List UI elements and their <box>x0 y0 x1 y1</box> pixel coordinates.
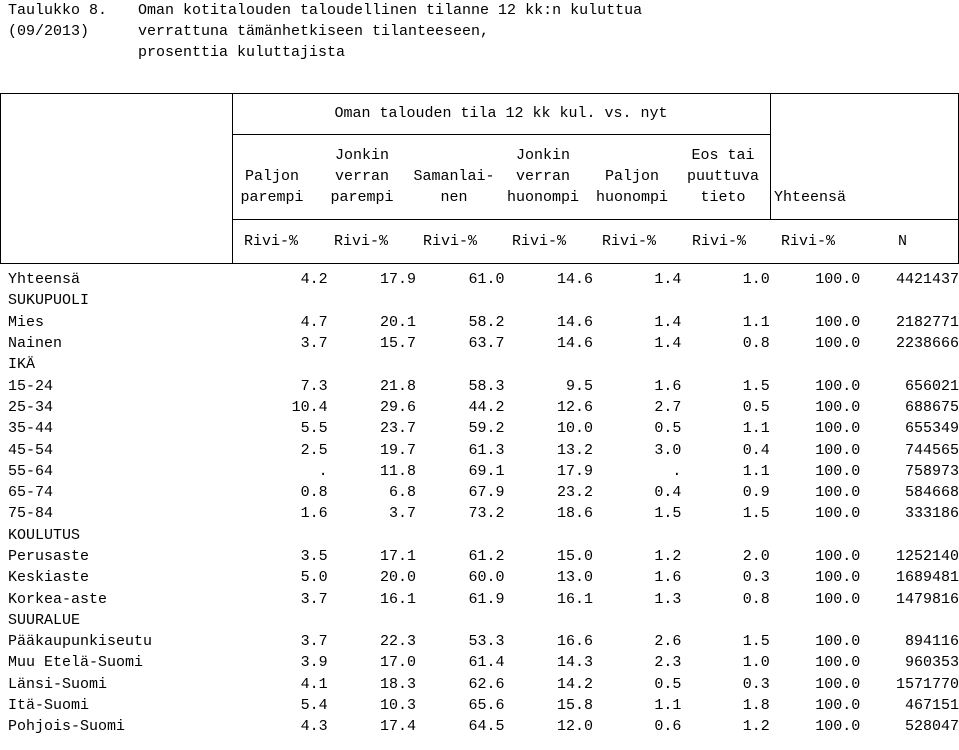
cell-value <box>239 525 327 546</box>
cell-value: 1.5 <box>742 633 770 651</box>
cell-n: 1689481 <box>895 569 959 587</box>
cell-value <box>770 290 861 311</box>
cell-value <box>681 290 769 311</box>
cell-value: 20.0 <box>380 569 417 587</box>
cell-value: 14.3 <box>556 654 593 672</box>
col6-line2: puuttuva <box>686 168 759 185</box>
cell-value: 9.5 <box>565 377 593 395</box>
row-label: Pääkaupunkiseutu <box>8 633 153 651</box>
cell-n <box>860 290 959 311</box>
cell-value: 1.3 <box>654 590 682 608</box>
cell-value: 0.5 <box>654 675 682 693</box>
cell-value: 100.0 <box>815 313 861 331</box>
table-row <box>8 375 959 396</box>
cell-value <box>770 525 861 546</box>
cell-value: 12.0 <box>556 718 593 736</box>
cell-value: 3.7 <box>300 590 328 608</box>
row-label: 65-74 <box>8 484 54 502</box>
cell-value: 100.0 <box>815 420 861 438</box>
col5-line3: huonompi <box>595 189 668 206</box>
unit-label: Rivi-% <box>334 233 389 250</box>
cell-value: 0.5 <box>742 398 770 416</box>
table-row <box>8 695 959 716</box>
cell-value: 1.5 <box>742 377 770 395</box>
cell-value <box>239 290 327 311</box>
table-row <box>8 290 959 311</box>
cell-value: 1.4 <box>654 271 682 289</box>
row-label: 45-54 <box>8 441 54 459</box>
col4-line2: verran <box>515 168 570 185</box>
cell-value <box>416 525 504 546</box>
cell-n: 1571770 <box>895 675 959 693</box>
cell-value: 15.7 <box>380 335 417 353</box>
data-table <box>8 269 959 738</box>
unit-label: Rivi-% <box>423 233 478 250</box>
table-row <box>8 610 959 631</box>
cell-value: 2.5 <box>300 441 328 459</box>
row-label: Perusaste <box>8 548 90 565</box>
cell-value: 3.7 <box>300 335 328 353</box>
cell-n: 333186 <box>904 505 959 523</box>
table-row <box>8 269 959 290</box>
cell-n: 655349 <box>904 420 959 438</box>
table-row <box>8 525 959 546</box>
row-label: Yhteensä <box>8 271 81 289</box>
col4-line1: Jonkin <box>515 147 570 164</box>
table-row <box>8 439 959 460</box>
cell-value: 23.7 <box>380 420 417 438</box>
cell-value: 14.2 <box>556 675 593 693</box>
cell-value: 44.2 <box>468 398 505 416</box>
cell-n <box>860 610 959 631</box>
cell-value: 3.5 <box>300 548 328 565</box>
row-label: Länsi-Suomi <box>8 675 108 693</box>
col7-line3: Yhteensä <box>773 189 846 206</box>
cell-value <box>770 354 861 375</box>
row-label: 35-44 <box>8 420 54 438</box>
group-header: Oman talouden tila 12 kk kul. vs. nyt <box>334 105 668 122</box>
cell-value: 2.6 <box>654 633 682 651</box>
cell-value <box>681 354 769 375</box>
cell-value: 0.9 <box>742 484 770 502</box>
cell-value: 29.6 <box>380 398 417 416</box>
cell-value: 4.3 <box>300 718 328 736</box>
cell-value: 18.6 <box>556 505 593 523</box>
cell-value: 4.2 <box>300 271 328 289</box>
cell-value: 0.3 <box>742 569 770 587</box>
col5-line2: Paljon <box>604 168 659 185</box>
table-row <box>8 312 959 333</box>
cell-value: 2.3 <box>654 654 682 672</box>
cell-value: 4.7 <box>300 313 328 331</box>
cell-value: 17.0 <box>380 654 417 672</box>
cell-value: 67.9 <box>468 484 505 502</box>
row-label: Pohjois-Suomi <box>8 718 126 736</box>
cell-value: 21.8 <box>380 377 417 395</box>
cell-value: 1.5 <box>742 505 770 523</box>
cell-value: 100.0 <box>815 377 861 395</box>
cell-value <box>328 354 416 375</box>
col3-line2: Samanlai- <box>413 168 495 185</box>
cell-n: 4421437 <box>895 271 959 289</box>
cell-value: 5.0 <box>300 569 328 587</box>
cell-value: 0.3 <box>742 675 770 693</box>
cell-value: 1.1 <box>742 462 770 480</box>
cell-value <box>681 525 769 546</box>
cell-value: 0.8 <box>742 590 770 608</box>
cell-value: 53.3 <box>468 633 505 651</box>
cell-value: 1.4 <box>654 313 682 331</box>
cell-value: 60.0 <box>468 569 505 587</box>
cell-value: 3.9 <box>300 654 328 672</box>
cell-value: 100.0 <box>815 569 861 587</box>
cell-value: 100.0 <box>815 548 861 565</box>
cell-value: 0.8 <box>300 484 328 502</box>
cell-n: 1479816 <box>895 590 959 608</box>
row-label: SUURALUE <box>8 611 81 629</box>
row-label: 75-84 <box>8 505 54 523</box>
cell-n: 467151 <box>904 697 959 715</box>
cell-value: 100.0 <box>815 335 861 353</box>
unit-label: Rivi-% <box>512 233 567 250</box>
cell-value: 1.2 <box>742 718 770 736</box>
cell-value: 0.4 <box>742 441 770 459</box>
cell-value: 5.4 <box>300 697 328 715</box>
cell-value: 3.0 <box>654 441 682 459</box>
cell-value <box>328 610 416 631</box>
table-row <box>8 461 959 482</box>
table-row <box>8 674 959 695</box>
cell-value: 1.2 <box>654 548 682 565</box>
cell-value: 100.0 <box>815 590 861 608</box>
cell-n: 744565 <box>904 441 959 459</box>
cell-value <box>416 610 504 631</box>
cell-value <box>593 610 681 631</box>
cell-value: 100.0 <box>815 505 861 523</box>
col6-line1: Eos tai <box>691 147 755 164</box>
cell-value: . <box>672 462 682 480</box>
cell-value: 1.4 <box>654 335 682 353</box>
table-date: (09/2013) <box>8 23 90 40</box>
cell-value: 65.6 <box>468 697 505 715</box>
cell-value: 0.4 <box>654 484 682 502</box>
cell-n: 584668 <box>904 484 959 502</box>
row-label: 25-34 <box>8 398 54 416</box>
cell-value: 17.1 <box>380 548 417 565</box>
cell-n: 1252140 <box>895 548 959 565</box>
table-row <box>8 354 959 375</box>
row-label: Keskiaste <box>8 569 90 587</box>
cell-n <box>860 525 959 546</box>
cell-value: 17.9 <box>380 271 417 289</box>
cell-value: 100.0 <box>815 462 861 480</box>
cell-value: 2.0 <box>742 548 770 565</box>
cell-value <box>416 354 504 375</box>
row-label: Nainen <box>8 335 63 353</box>
table-row <box>8 333 959 354</box>
cell-value: 15.8 <box>556 697 593 715</box>
cell-value: 19.7 <box>380 441 417 459</box>
cell-value: 0.5 <box>654 420 682 438</box>
row-label: Mies <box>8 313 45 331</box>
cell-value: 1.0 <box>742 271 770 289</box>
cell-n: 960353 <box>904 654 959 672</box>
cell-value <box>328 525 416 546</box>
cell-value: 1.1 <box>742 313 770 331</box>
cell-value: 100.0 <box>815 633 861 651</box>
cell-value: 0.6 <box>654 718 682 736</box>
table-row <box>8 631 959 652</box>
cell-value: 100.0 <box>815 484 861 502</box>
cell-value: 5.5 <box>300 420 328 438</box>
cell-value <box>593 354 681 375</box>
cell-value: 17.9 <box>556 462 593 480</box>
cell-value: 16.1 <box>380 590 417 608</box>
table-row <box>8 567 959 588</box>
col2-line1: Jonkin <box>334 147 389 164</box>
cell-value: 100.0 <box>815 398 861 416</box>
cell-value: 20.1 <box>380 313 417 331</box>
cell-value: 100.0 <box>815 271 861 289</box>
row-label: 15-24 <box>8 377 54 395</box>
cell-value: 63.7 <box>468 335 505 353</box>
cell-value: 61.9 <box>468 590 505 608</box>
table-row <box>8 397 959 418</box>
row-label: SUKUPUOLI <box>8 292 90 310</box>
cell-value: 1.1 <box>654 697 682 715</box>
cell-value <box>239 354 327 375</box>
cell-value: 100.0 <box>815 654 861 672</box>
cell-value: 18.3 <box>380 675 417 693</box>
cell-value: 10.0 <box>556 420 593 438</box>
col3-line3: nen <box>440 189 468 206</box>
cell-value: 100.0 <box>815 718 861 736</box>
table-row <box>8 588 959 609</box>
header-mid-rule <box>232 219 959 220</box>
cell-value: 100.0 <box>815 441 861 459</box>
cell-value: 10.4 <box>291 398 328 416</box>
cell-value: 100.0 <box>815 675 861 693</box>
cell-value: 61.2 <box>468 548 505 565</box>
cell-value: 2.7 <box>654 398 682 416</box>
cell-value: 61.4 <box>468 654 505 672</box>
cell-value <box>505 290 593 311</box>
col1-line2: Paljon <box>244 168 299 185</box>
table-row <box>8 482 959 503</box>
cell-value: 16.1 <box>556 590 593 608</box>
cell-value: 1.5 <box>654 505 682 523</box>
cell-value: 100.0 <box>815 697 861 715</box>
cell-n <box>860 354 959 375</box>
cell-n: 2182771 <box>895 313 959 331</box>
row-label: Muu Etelä-Suomi <box>8 654 144 672</box>
frame-left-rule <box>0 93 1 263</box>
cell-n: 894116 <box>904 633 959 651</box>
cell-value: 69.1 <box>468 462 505 480</box>
cell-value: 64.5 <box>468 718 505 736</box>
header-top-rule <box>0 93 959 94</box>
cell-value: 3.7 <box>389 505 417 523</box>
cell-value <box>505 610 593 631</box>
row-label: Korkea-aste <box>8 590 108 608</box>
col2-line2: verran <box>334 168 389 185</box>
cell-value: 58.3 <box>468 377 505 395</box>
group-under-rule <box>232 134 770 135</box>
cell-value <box>681 610 769 631</box>
cell-value <box>328 290 416 311</box>
cell-value: 15.0 <box>556 548 593 565</box>
col6-line3: tieto <box>700 189 746 206</box>
cell-value: 73.2 <box>468 505 505 523</box>
row-label: IKÄ <box>8 356 36 374</box>
cell-value: 22.3 <box>380 633 417 651</box>
cell-value <box>770 610 861 631</box>
cell-value: 61.0 <box>468 271 505 289</box>
table-row <box>8 418 959 439</box>
cell-value: 16.6 <box>556 633 593 651</box>
table-title-line-1: Oman kotitalouden taloudellinen tilanne 12 kk:n kuluttua <box>138 2 643 19</box>
cell-value: 13.0 <box>556 569 593 587</box>
cell-value: 14.6 <box>556 313 593 331</box>
cell-value: 6.8 <box>389 484 417 502</box>
row-label: Itä-Suomi <box>8 697 90 715</box>
cell-n: 2238666 <box>895 335 959 353</box>
cell-n: 656021 <box>904 377 959 395</box>
unit-label: Rivi-% <box>602 233 657 250</box>
cell-value: 1.1 <box>742 420 770 438</box>
col2-line3: parempi <box>330 189 394 206</box>
table-title-line-3: prosenttia kuluttajista <box>138 44 346 61</box>
cell-n: 528047 <box>904 718 959 736</box>
cell-value: 62.6 <box>468 675 505 693</box>
cell-value: 1.8 <box>742 697 770 715</box>
cell-value: 1.6 <box>300 505 328 523</box>
cell-value: 12.6 <box>556 398 593 416</box>
cell-n: 758973 <box>904 462 959 480</box>
cell-value: . <box>318 462 328 480</box>
unit-label-n: N <box>898 233 908 250</box>
cell-value: 11.8 <box>380 462 417 480</box>
row-label: KOULUTUS <box>8 526 81 544</box>
cell-value: 61.3 <box>468 441 505 459</box>
col1-line3: parempi <box>240 189 304 206</box>
col4-line3: huonompi <box>506 189 579 206</box>
header-bottom-rule <box>0 263 959 264</box>
cell-value <box>416 290 504 311</box>
cell-value: 14.6 <box>556 271 593 289</box>
unit-label: Rivi-% <box>781 233 836 250</box>
cell-value: 1.6 <box>654 569 682 587</box>
cell-value: 1.6 <box>654 377 682 395</box>
cell-value: 14.6 <box>556 335 593 353</box>
cell-value: 3.7 <box>300 633 328 651</box>
unit-label: Rivi-% <box>244 233 299 250</box>
cell-value: 58.2 <box>468 313 505 331</box>
cell-value: 10.3 <box>380 697 417 715</box>
table-row <box>8 546 959 567</box>
cell-value: 4.1 <box>300 675 328 693</box>
row-label: 55-64 <box>8 462 54 480</box>
cell-value: 7.3 <box>300 377 328 395</box>
cell-n: 688675 <box>904 398 959 416</box>
unit-label: Rivi-% <box>692 233 747 250</box>
cell-value: 23.2 <box>556 484 593 502</box>
table-row <box>8 716 959 737</box>
cell-value: 59.2 <box>468 420 505 438</box>
cell-value <box>593 525 681 546</box>
cell-value <box>593 290 681 311</box>
cell-value <box>239 610 327 631</box>
cell-value: 1.0 <box>742 654 770 672</box>
table-row <box>8 652 959 673</box>
cell-value: 0.8 <box>742 335 770 353</box>
cell-value: 13.2 <box>556 441 593 459</box>
table-row <box>8 503 959 524</box>
table-number: Taulukko 8. <box>8 2 108 19</box>
table-title-line-2: verrattuna tämänhetkiseen tilanteeseen, <box>138 23 490 40</box>
cell-value: 17.4 <box>380 718 417 736</box>
cell-value <box>505 354 593 375</box>
cell-value <box>505 525 593 546</box>
